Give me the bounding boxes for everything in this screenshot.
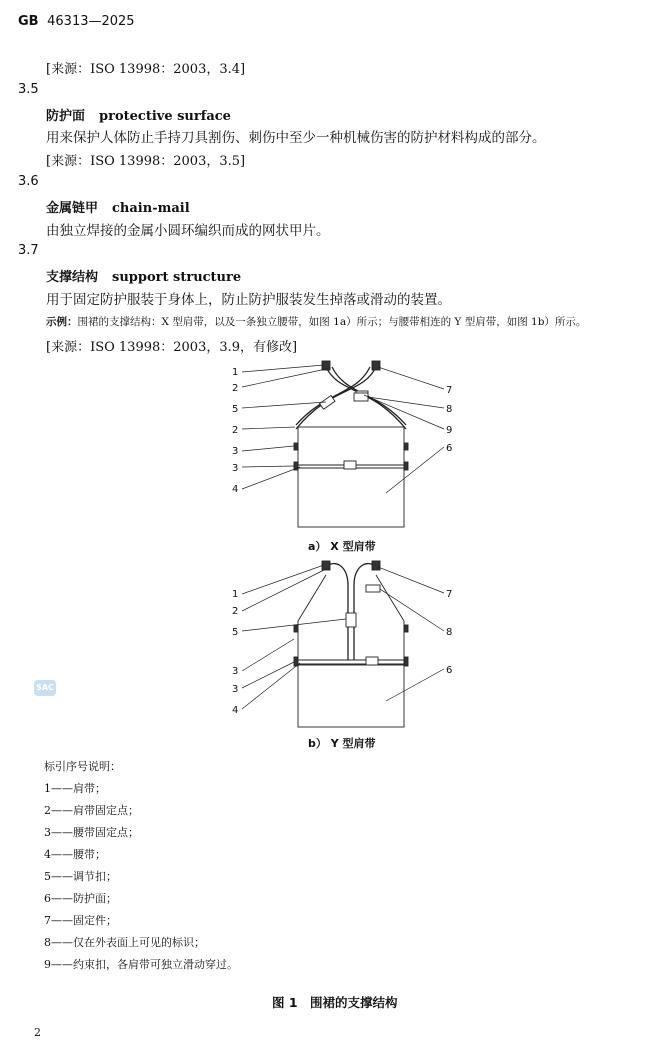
page-number: 2: [34, 1026, 41, 1039]
key-item: 7——固定件；: [44, 914, 117, 927]
left-callouts: [232, 589, 238, 716]
key-item: 9——约束扣，各肩带可独立滑动穿过。: [44, 958, 238, 971]
fixing-point: [404, 625, 408, 632]
protective-surface: [298, 665, 404, 727]
callout-8: 8: [446, 627, 453, 638]
callout-8: 8: [446, 404, 453, 415]
right-callouts: [446, 385, 452, 454]
callout-1: 1: [232, 589, 239, 600]
term-en: protective surface: [99, 109, 231, 124]
term-heading: [46, 105, 231, 124]
key-item: 4——腰带；: [44, 848, 106, 861]
figure-a-x-straps-drawing: [230, 355, 460, 535]
shoulder-fixing: [372, 361, 380, 370]
term-heading: [46, 197, 190, 216]
key-item: 3——腰带固定点；: [44, 826, 139, 839]
belt-buckle: [366, 657, 378, 665]
term-en: support structure: [112, 270, 242, 285]
term-heading: [46, 266, 241, 285]
example-note: [46, 314, 586, 329]
clause-number: 3.5: [18, 82, 39, 97]
callout-2: 2: [232, 383, 239, 394]
label-box: [366, 585, 380, 592]
callout-7: 7: [446, 589, 453, 600]
callout-7: 7: [446, 385, 453, 396]
shoulder-strap: [326, 564, 348, 660]
key-item: 1——肩带；: [44, 782, 106, 795]
label-box: [354, 393, 368, 401]
callout-3: 3: [232, 446, 239, 457]
callout-4: 4: [232, 484, 239, 495]
callout-9: 9: [446, 425, 453, 436]
adjuster-buckle: [346, 613, 356, 627]
belt-buckle: [344, 461, 356, 469]
definition: 用来保护人体防止手持刀具割伤、刺伤中至少一种机械伤害的防护材料构成的部分。: [46, 130, 546, 146]
figure-a-caption: a） X 型肩带: [308, 540, 376, 553]
right-callouts: [446, 589, 452, 676]
callout-2: 2: [232, 606, 239, 617]
fixing-point: [294, 443, 298, 450]
example-text: 围裙的支撑结构：X 型肩带，以及一条独立腰带，如图 1a）所示；与腰带相连的 Y 型肩带，如图 1b）所示。: [77, 316, 587, 328]
figure-title: 图 1 围裙的支撑结构: [272, 995, 398, 1010]
key-item: 8——仅在外表面上可见的标识；: [44, 936, 205, 949]
definition: 用于固定防护服装于身体上，防止防护服装发生掉落或滑动的装置。: [46, 292, 451, 308]
protective-surface: [298, 427, 404, 527]
definition: 由独立焊接的金属小圆环编织而成的网状甲片。: [46, 223, 330, 239]
left-callouts: [232, 367, 238, 495]
figure-b-y-straps-drawing: [230, 555, 460, 735]
callout-6: 6: [446, 665, 453, 676]
belt-fixing-point: [404, 462, 408, 470]
fixing-point: [294, 625, 298, 632]
term-en: chain-mail: [112, 201, 190, 216]
clause-number: 3.7: [18, 243, 39, 258]
figure-b-caption: b） Y 型肩带: [308, 737, 376, 750]
shoulder-fixing: [322, 361, 330, 370]
term-cn: 防护面: [46, 109, 86, 124]
key-title: 标引序号说明：: [44, 760, 121, 773]
callout-2: 2: [232, 425, 239, 436]
shoulder-fixing: [372, 561, 380, 570]
sac-watermark: SAC: [34, 680, 56, 696]
callout-6: 6: [446, 443, 453, 454]
term-cn: 金属链甲: [46, 201, 99, 216]
callout-3: 3: [232, 666, 239, 677]
key-item: 2——肩带固定点；: [44, 804, 139, 817]
standard-prefix: GB: [18, 14, 39, 29]
callout-5: 5: [232, 627, 239, 638]
example-label: 示例：: [46, 316, 78, 328]
source-3-4: [来源：ISO 13998：2003，3.4]: [46, 62, 246, 77]
callout-5: 5: [232, 404, 239, 415]
key-item: 5——调节扣；: [44, 870, 117, 883]
callout-3: 3: [232, 463, 239, 474]
fixing-point: [404, 443, 408, 450]
callout-3: 3: [232, 684, 239, 695]
callout-4: 4: [232, 705, 239, 716]
term-cn: 支撑结构: [46, 270, 99, 285]
callout-1: 1: [232, 367, 239, 378]
clause-number: 3.6: [18, 174, 39, 189]
shoulder-strap: [354, 564, 376, 660]
key-item: 6——防护面；: [44, 892, 117, 905]
source-3-5: [来源：ISO 13998：2003，3.5]: [46, 154, 246, 169]
belt-fixing-point: [404, 657, 408, 666]
standard-code: 46313—2025: [47, 14, 135, 29]
source-3-9: [来源：ISO 13998：2003，3.9，有修改]: [46, 340, 298, 355]
standard-header: [18, 14, 135, 29]
